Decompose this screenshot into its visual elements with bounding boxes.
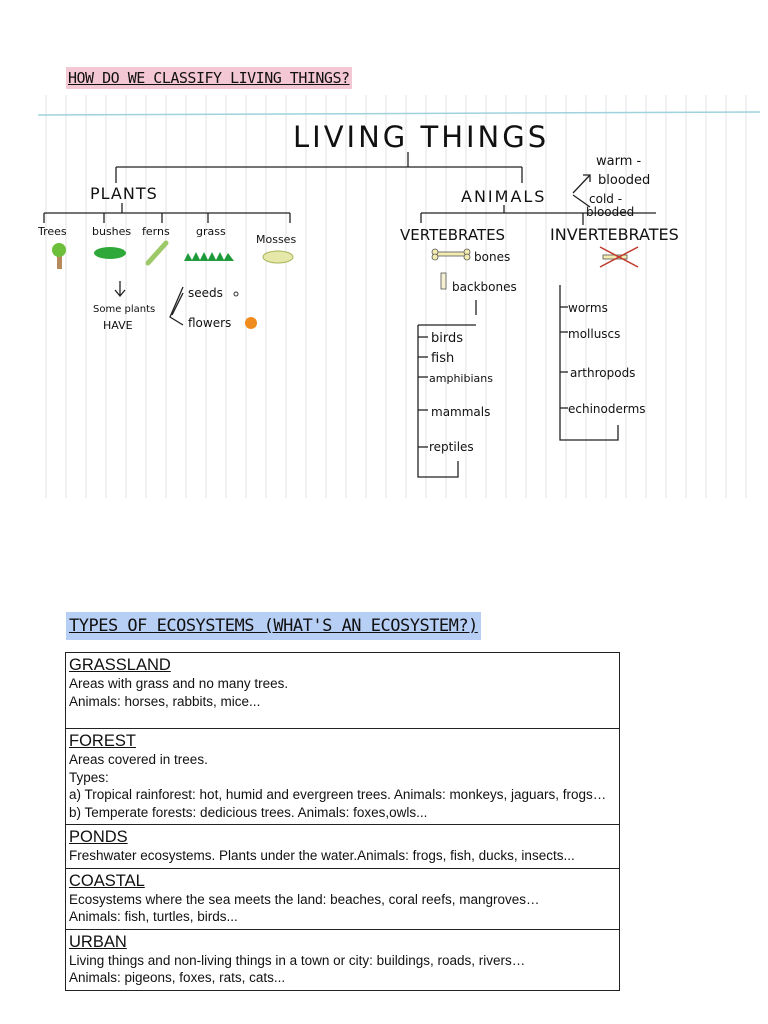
blood-warm-blooded: blooded: [598, 173, 651, 188]
blood-cold: cold -: [589, 192, 623, 206]
table-row: [66, 653, 620, 729]
ecosystem-line: Types:: [69, 769, 109, 785]
ecosystem-title-grassland: GRASSLAND: [69, 656, 171, 674]
flower-drawing: [245, 317, 257, 329]
ecosystem-line: b) Temperate forests: dedicious trees. Animals: foxes,owls...: [69, 804, 428, 820]
plant-kind-mosses: Mosses: [256, 233, 297, 246]
blood-warm: warm -: [596, 154, 642, 169]
vertebrate-group-birds: birds: [431, 331, 464, 346]
plant-kind-bushes: bushes: [92, 225, 132, 238]
table-row: [66, 825, 620, 869]
bush-drawing: [94, 247, 126, 259]
invertebrate-group-arthropods: arthropods: [570, 366, 636, 380]
plant-kind-grass: grass: [196, 225, 226, 238]
table-row: [66, 868, 620, 929]
ecosystem-title-urban: URBAN: [69, 932, 127, 951]
ecosystem-title-coastal: COASTAL: [69, 871, 145, 890]
plants-label: PLANTS: [90, 184, 158, 203]
fern-drawing: [148, 243, 166, 263]
table-row: [66, 929, 620, 990]
plant-part-seeds: seeds: [188, 286, 223, 300]
invertebrate-group-echinoderms: echinoderms: [568, 402, 646, 416]
ecosystem-line: Areas with grass and no many trees.: [69, 676, 289, 691]
vertebrate-group-amphibians: amphibians: [429, 372, 493, 385]
blood-cold-blooded: blooded: [586, 205, 635, 219]
ecosystem-line: Animals: fish, turtles, birds...: [69, 909, 238, 924]
plant-kind-trees: Trees: [38, 225, 67, 238]
vertebrate-feature-backbones: backbones: [452, 280, 517, 294]
ecosystem-title-forest: FOREST: [69, 732, 136, 750]
backbone-drawing: [441, 273, 446, 289]
seeds-drawing: [234, 292, 238, 296]
vertebrate-group-mammals: mammals: [431, 405, 491, 419]
ecosystem-line: a) Tropical rainforest: hot, humid and evergreen trees. Animals: monkeys, jaguars, frogs…: [69, 787, 607, 802]
diagram-title: LIVING THINGS: [293, 120, 550, 154]
tree-drawing: [52, 243, 66, 269]
vertebrate-group-fish: fish: [431, 351, 455, 366]
plant-kind-ferns: ferns: [142, 225, 170, 238]
moss-drawing: [263, 251, 293, 263]
vertebrate-feature-bones: bones: [474, 250, 511, 264]
invertebrates-label: INVERTEBRATES: [550, 225, 679, 244]
heading-ecosystems: TYPES OF ECOSYSTEMS (WHAT'S AN ECOSYSTEM?): [66, 612, 481, 640]
crossed-bone-drawing: [600, 247, 638, 267]
vertebrates-label: VERTEBRATES: [400, 226, 506, 244]
living-things-diagram: [38, 95, 760, 498]
ecosystem-line: Areas covered in trees.: [69, 752, 208, 767]
animals-label: ANIMALS: [461, 187, 547, 206]
ecosystem-line: Living things and non-living things in a town or city: buildings, roads, rivers…: [69, 952, 526, 968]
table-row: [66, 729, 620, 825]
ecosystem-line: Freshwater ecosystems. Plants under the water.Animals: frogs, fish, ducks, insects...: [69, 848, 575, 863]
plant-part-flowers: flowers: [188, 316, 232, 330]
invertebrate-group-molluscs: molluscs: [568, 327, 621, 341]
heading-classify: HOW DO WE CLASSIFY LIVING THINGS?: [68, 69, 350, 87]
ecosystem-line: Animals: horses, rabbits, mice...: [69, 693, 261, 709]
ecosystems-table: [65, 652, 620, 991]
bone-drawing: [432, 249, 470, 260]
ecosystem-title-ponds: PONDS: [69, 828, 128, 846]
some-plants-have: HAVE: [103, 319, 133, 332]
ecosystem-line: Animals: pigeons, foxes, rats, cats...: [69, 970, 286, 985]
invertebrate-group-worms: worms: [568, 301, 608, 315]
some-plants-text: Some plants: [93, 304, 156, 315]
vertebrate-group-reptiles: reptiles: [429, 440, 474, 454]
ecosystem-line: Ecosystems where the sea meets the land: beaches, coral reefs, mangroves…: [69, 891, 540, 907]
